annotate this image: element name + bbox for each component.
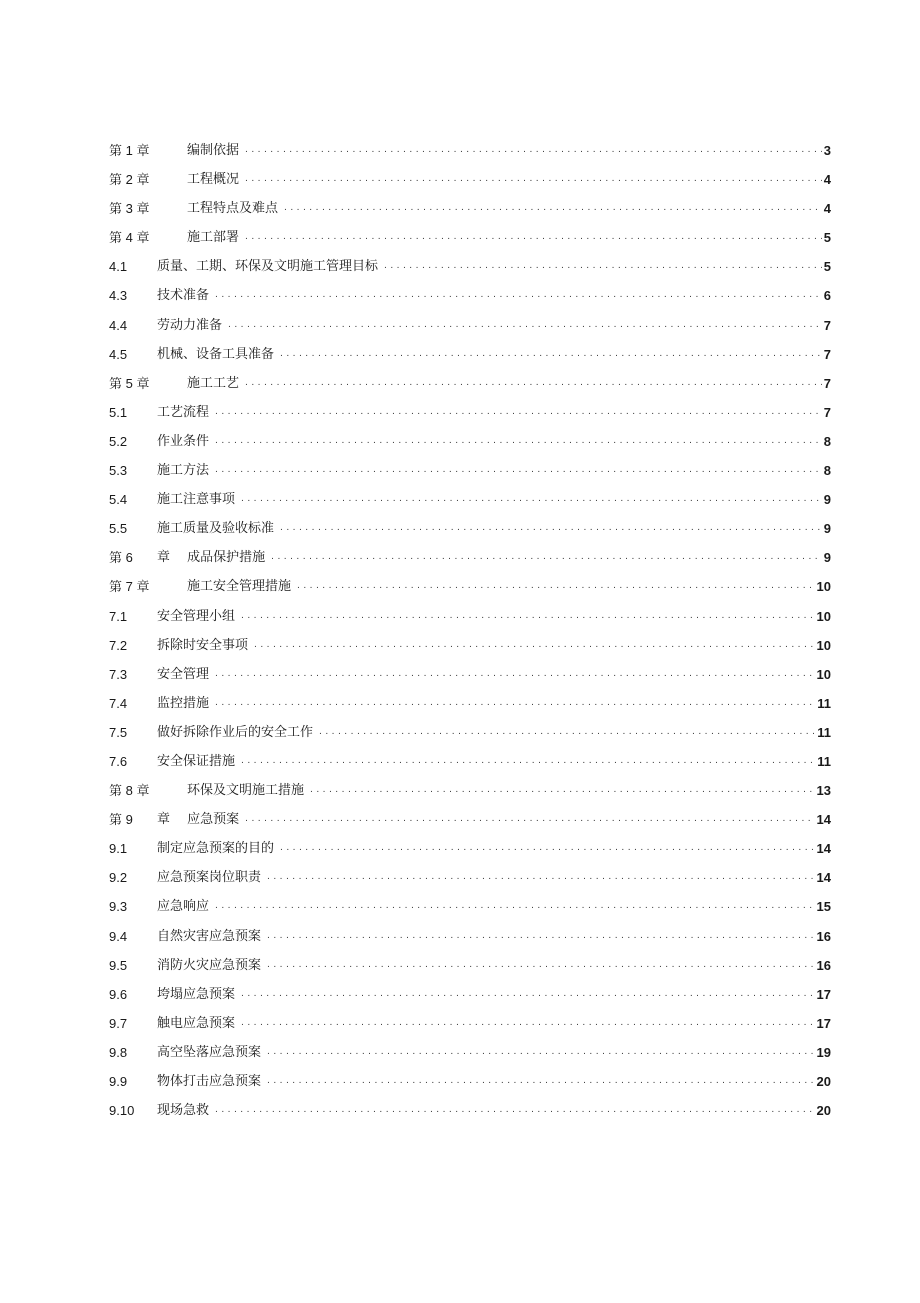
toc-entry[interactable]	[109, 311, 831, 340]
toc-entry[interactable]	[109, 514, 831, 543]
toc-dot-leader	[241, 747, 815, 776]
toc-entry[interactable]	[109, 863, 831, 892]
toc-entry-page-number: 7	[823, 317, 831, 333]
toc-dot-leader	[384, 252, 822, 281]
toc-entry-number: 第 9	[109, 812, 133, 828]
toc-entry-page-number: 9	[823, 492, 831, 508]
toc-entry-page-number: 13	[816, 783, 831, 799]
toc-entry-number: 第 8 章	[109, 783, 150, 799]
toc-entry[interactable]	[109, 1067, 831, 1096]
toc-dot-leader	[215, 281, 822, 310]
toc-dot-leader	[297, 572, 815, 601]
toc-entry-page-number: 4	[823, 172, 831, 188]
toc-entry-page-number: 9	[823, 521, 831, 537]
toc-entry-title: 工程特点及难点	[187, 201, 279, 217]
toc-entry-page-number: 9	[823, 550, 831, 566]
toc-entry[interactable]	[109, 456, 831, 485]
toc-entry-number: 4.3	[109, 288, 128, 304]
toc-entry[interactable]	[109, 892, 831, 921]
toc-dot-leader	[245, 369, 822, 398]
toc-dot-leader	[267, 951, 815, 980]
toc-entry-title: 物体打击应急预案	[157, 1074, 262, 1089]
toc-entry-number: 7.1	[109, 608, 128, 624]
toc-entry-title: 作业条件	[157, 433, 210, 449]
toc-entry[interactable]	[109, 543, 831, 572]
toc-entry-page-number: 8	[823, 463, 831, 479]
toc-entry-page-number: 10	[816, 579, 831, 595]
toc-entry[interactable]	[109, 747, 831, 776]
toc-entry[interactable]	[109, 136, 831, 165]
toc-entry-page-number: 14	[816, 870, 831, 886]
toc-dot-leader	[267, 863, 815, 892]
toc-entry-number: 5.1	[109, 404, 128, 420]
toc-entry-title: 环保及文明施工措施	[187, 783, 305, 799]
toc-entry[interactable]	[109, 718, 831, 747]
toc-dot-leader	[280, 834, 815, 863]
toc-entry-page-number: 20	[816, 1103, 831, 1119]
toc-entry-number: 9.4	[109, 928, 128, 944]
toc-dot-leader	[271, 543, 822, 572]
toc-entry-number: 7.2	[109, 637, 128, 653]
toc-entry-number: 9.2	[109, 870, 128, 886]
toc-dot-leader	[215, 427, 822, 456]
toc-dot-leader	[215, 398, 822, 427]
toc-entry-number: 5.5	[109, 521, 128, 537]
toc-entry-page-number: 16	[816, 928, 831, 944]
toc-entry[interactable]	[109, 834, 831, 863]
toc-dot-leader	[228, 311, 822, 340]
toc-entry-page-number: 17	[816, 1015, 831, 1031]
toc-entry-page-number: 14	[816, 812, 831, 828]
toc-dot-leader	[241, 602, 815, 631]
toc-entry-number: 7.4	[109, 695, 128, 711]
toc-entry[interactable]	[109, 1009, 831, 1038]
toc-entry-number: 第 2 章	[109, 172, 150, 188]
toc-entry-number: 9.10	[109, 1103, 135, 1119]
toc-entry-number: 4.5	[109, 346, 128, 362]
toc-entry[interactable]	[109, 980, 831, 1009]
toc-entry-number: 9.3	[109, 899, 128, 915]
toc-entry-page-number: 10	[816, 608, 831, 624]
toc-entry-number: 第 6	[109, 550, 133, 566]
toc-entry-title: 章 应急预案	[157, 812, 240, 828]
toc-entry-page-number: 11	[817, 753, 831, 769]
toc-dot-leader	[267, 1038, 815, 1067]
toc-dot-leader	[215, 456, 822, 485]
toc-entry-number: 9.7	[109, 1015, 128, 1031]
toc-entry-title: 施工部署	[187, 230, 240, 246]
toc-entry-page-number: 19	[816, 1044, 831, 1060]
toc-entry-number: 4.4	[109, 317, 128, 333]
toc-entry[interactable]	[109, 805, 831, 834]
toc-entry-page-number: 5	[823, 259, 831, 275]
toc-dot-leader	[241, 1009, 815, 1038]
toc-entry[interactable]	[109, 369, 831, 398]
toc-entry-number: 9.1	[109, 841, 128, 857]
toc-entry[interactable]	[109, 776, 831, 805]
toc-entry[interactable]	[109, 398, 831, 427]
toc-entry[interactable]	[109, 631, 831, 660]
toc-dot-leader	[284, 194, 822, 223]
toc-dot-leader	[280, 340, 822, 369]
toc-dot-leader	[319, 718, 815, 747]
toc-entry[interactable]	[109, 223, 831, 252]
toc-entry-title: 机械、设备工具准备	[157, 346, 275, 362]
toc-entry-page-number: 15	[816, 899, 831, 915]
toc-entry-title: 施工工艺	[187, 375, 240, 391]
toc-entry[interactable]	[109, 340, 831, 369]
toc-entry-title: 施工方法	[157, 463, 210, 479]
toc-entry-page-number: 14	[816, 841, 831, 857]
toc-entry-title: 安全管理小组	[157, 608, 236, 624]
toc-entry-page-number: 6	[823, 288, 831, 304]
toc-entry-title: 拆除时安全事项	[157, 637, 249, 653]
toc-entry-title: 应急响应	[157, 899, 210, 915]
toc-entry-number: 5.4	[109, 492, 128, 508]
toc-dot-leader	[241, 485, 822, 514]
toc-entry-number: 9.9	[109, 1074, 128, 1089]
toc-dot-leader	[215, 1096, 815, 1125]
toc-entry-page-number: 8	[823, 433, 831, 449]
toc-entry-title: 应急预案岗位职责	[157, 870, 262, 886]
toc-entry-title: 施工质量及验收标准	[157, 521, 275, 537]
toc-entry-page-number: 16	[816, 957, 831, 973]
toc-entry-number: 第 3 章	[109, 201, 150, 217]
toc-entry-page-number: 7	[823, 404, 831, 420]
toc-entry-title: 垮塌应急预案	[157, 986, 236, 1002]
toc-entry-page-number: 20	[816, 1074, 831, 1089]
toc-entry[interactable]	[109, 194, 831, 223]
toc-dot-leader	[245, 805, 814, 834]
toc-dot-leader	[215, 892, 815, 921]
toc-entry-number: 第 1 章	[109, 143, 150, 158]
toc-dot-leader	[254, 631, 815, 660]
toc-dot-leader	[215, 660, 815, 689]
toc-entry-number: 第 4 章	[109, 230, 150, 246]
toc-dot-leader	[215, 689, 815, 718]
toc-entry-title: 制定应急预案的目的	[157, 841, 275, 857]
toc-entry-page-number: 11	[817, 695, 831, 711]
toc-entry-number: 5.2	[109, 433, 128, 449]
toc-entry-number: 4.1	[109, 259, 128, 275]
toc-entry-title: 现场急救	[157, 1103, 210, 1119]
toc-entry-page-number: 5	[823, 230, 831, 246]
toc-dot-leader	[241, 980, 815, 1009]
toc-entry[interactable]	[109, 165, 831, 194]
toc-entry-title: 做好拆除作业后的安全工作	[157, 724, 314, 740]
toc-dot-leader	[245, 165, 822, 194]
toc-entry-title: 质量、工期、环保及文明施工管理目标	[157, 259, 379, 275]
toc-entry[interactable]	[109, 427, 831, 456]
toc-entry-page-number: 17	[816, 986, 831, 1002]
toc-entry-title: 工艺流程	[157, 404, 210, 420]
toc-dot-leader	[245, 223, 822, 252]
toc-entry-page-number: 3	[823, 143, 831, 158]
toc-entry-title: 消防火灾应急预案	[157, 957, 262, 973]
toc-entry-number: 7.6	[109, 753, 128, 769]
toc-entry-title: 触电应急预案	[157, 1015, 236, 1031]
toc-dot-leader	[310, 776, 815, 805]
toc-entry-page-number: 11	[817, 724, 831, 740]
toc-entry-number: 9.6	[109, 986, 128, 1002]
toc-entry[interactable]	[109, 1096, 831, 1125]
toc-entry-title: 施工安全管理措施	[187, 579, 292, 595]
toc-entry[interactable]	[109, 572, 831, 601]
toc-entry[interactable]	[109, 660, 831, 689]
toc-entry-title: 章 成品保护措施	[157, 550, 266, 566]
toc-entry[interactable]	[109, 252, 831, 281]
toc-entry-page-number: 7	[823, 346, 831, 362]
toc-entry-page-number: 4	[823, 201, 831, 217]
toc-entry-page-number: 10	[816, 666, 831, 682]
toc-entry-title: 安全保证措施	[157, 753, 236, 769]
toc-entry[interactable]	[109, 922, 831, 951]
toc-entry-title: 劳动力准备	[157, 317, 223, 333]
toc-entry-number: 5.3	[109, 463, 128, 479]
toc-entry-title: 编制依据	[187, 143, 240, 158]
toc-dot-leader	[267, 1067, 815, 1096]
toc-entry-title: 安全管理	[157, 666, 210, 682]
toc-entry-title: 自然灾害应急预案	[157, 928, 262, 944]
toc-entry-number: 第 7 章	[109, 579, 150, 595]
toc-entry-number: 7.3	[109, 666, 128, 682]
toc-entry[interactable]	[109, 689, 831, 718]
toc-entry-title: 工程概况	[187, 172, 240, 188]
toc-entry-title: 技术准备	[157, 288, 210, 304]
toc-entry-title: 高空坠落应急预案	[157, 1044, 262, 1060]
toc-dot-leader	[267, 922, 815, 951]
toc-dot-leader	[245, 136, 822, 165]
toc-entry[interactable]	[109, 951, 831, 980]
toc-entry-title: 监控措施	[157, 695, 210, 711]
table-of-contents	[109, 136, 831, 1125]
toc-entry[interactable]	[109, 485, 831, 514]
toc-entry-number: 9.8	[109, 1044, 128, 1060]
toc-dot-leader	[280, 514, 822, 543]
toc-entry-number: 7.5	[109, 724, 128, 740]
toc-entry-number: 9.5	[109, 957, 128, 973]
toc-entry-number: 第 5 章	[109, 375, 150, 391]
toc-entry[interactable]	[109, 281, 831, 310]
toc-entry-page-number: 7	[823, 375, 831, 391]
toc-entry-title: 施工注意事项	[157, 492, 236, 508]
toc-entry[interactable]	[109, 602, 831, 631]
toc-entry[interactable]	[109, 1038, 831, 1067]
toc-entry-page-number: 10	[816, 637, 831, 653]
